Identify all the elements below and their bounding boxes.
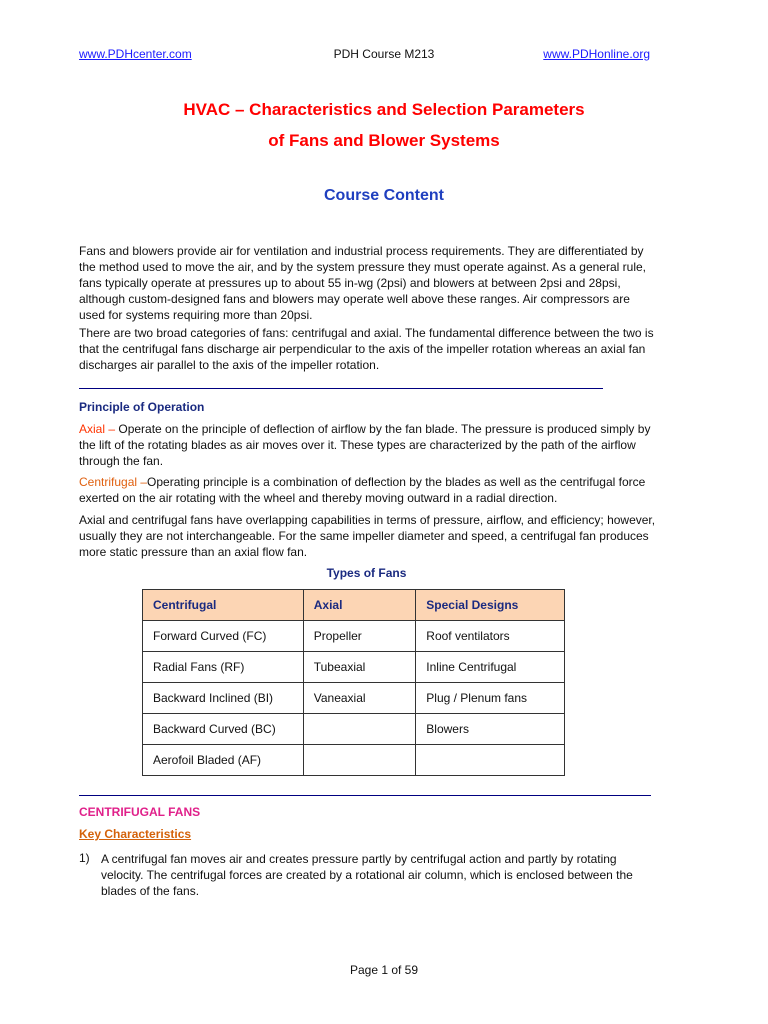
table-cell: Plug / Plenum fans: [416, 683, 565, 714]
table-cell: Aerofoil Bladed (AF): [143, 745, 304, 776]
table-cell: Forward Curved (FC): [143, 621, 304, 652]
centrifugal-fans-heading: CENTRIFUGAL FANS: [79, 805, 201, 819]
table-cell: [303, 745, 416, 776]
table-cell: Blowers: [416, 714, 565, 745]
table-cell: Tubeaxial: [303, 652, 416, 683]
header-right-link[interactable]: [543, 47, 650, 61]
principle-heading: Principle of Operation: [79, 400, 205, 414]
axial-paragraph: [79, 421, 657, 469]
list-item: A centrifugal fan moves air and creates pressure partly by centrifugal action and partly by rotating velocity. The centrifugal forces are created by a rotational air column, which is enclosed between the blades of the fans.: [101, 852, 633, 898]
comparison-paragraph: Axial and centrifugal fans have overlapping capabilities in terms of pressure, airflow, and efficiency; however, usually they are not interchangeable. For the same impeller diameter and speed, a centrifugal fan produces more static pressure than an axial flow fan.: [79, 513, 656, 559]
table-header-row: [143, 590, 565, 621]
table-cell: Inline Centrifugal: [416, 652, 565, 683]
table-cell: Propeller: [303, 621, 416, 652]
centrifugal-lead: Centrifugal –: [79, 475, 148, 489]
table-row: [143, 745, 565, 776]
table-cell: [303, 714, 416, 745]
section-divider: [79, 795, 651, 796]
course-content-heading: Course Content: [324, 187, 444, 204]
table-header-cell: Axial: [303, 590, 416, 621]
title-line-1: HVAC – Characteristics and Selection Parameters: [183, 100, 585, 119]
pdhonline-link[interactable]: www.PDHonline.org: [543, 47, 650, 61]
table-row: [143, 714, 565, 745]
pdhcenter-link[interactable]: www.PDHcenter.com: [79, 47, 192, 61]
centrifugal-text: Operating principle is a combination of deflection by the blades as well as the centrifugal force exerted on the air rotating with the wheel and thereby moving outward in a radial direction.: [79, 475, 646, 505]
table-row: [143, 621, 565, 652]
page-number: Page 1 of 59: [349, 963, 419, 977]
header-course-code: PDH Course M213: [333, 47, 435, 61]
section-divider: [79, 388, 603, 389]
table-header-cell: Special Designs: [416, 590, 565, 621]
intro-paragraph-2: There are two broad categories of fans: centrifugal and axial. The fundamental difference between the two is that the centrifugal fans discharge air perpendicular to the axis of the impeller rotation whereas an axial fan discharges air parallel to the axis of the impeller rotation.: [79, 326, 654, 372]
table-cell: Vaneaxial: [303, 683, 416, 714]
types-table-caption: Types of Fans: [326, 566, 407, 580]
table-cell: Backward Inclined (BI): [143, 683, 304, 714]
table-cell: Roof ventilators: [416, 621, 565, 652]
types-of-fans-table: [142, 589, 565, 776]
table-row: [143, 652, 565, 683]
table-cell: [416, 745, 565, 776]
list-item-number: 1): [79, 851, 90, 865]
axial-text: Operate on the principle of deflection of airflow by the fan blade. The pressure is produced simply by the lift of the rotating blades as air moves over it. These types are characterized by the path of the airflow through the fan.: [79, 422, 651, 468]
key-characteristics-heading: Key Characteristics: [79, 827, 192, 841]
intro-paragraph-1: Fans and blowers provide air for ventilation and industrial process requirements. They are differentiated by the method used to move the air, and by the system pressure they must operate against. As a general rule, fans typically operate at pressures up to about 55 in-wg (2psi) and blowers at between 2psi and 28psi, although custom-designed fans and blowers may operate well above these ranges. Air compressors are used for systems requiring more than 20psi.: [79, 244, 646, 322]
table-header-cell: Centrifugal: [143, 590, 304, 621]
table-cell: Radial Fans (RF): [143, 652, 304, 683]
axial-lead: Axial –: [79, 422, 116, 436]
table-cell: Backward Curved (BC): [143, 714, 304, 745]
centrifugal-paragraph: [79, 474, 657, 506]
table-row: [143, 683, 565, 714]
title-line-2: of Fans and Blower Systems: [268, 131, 500, 150]
